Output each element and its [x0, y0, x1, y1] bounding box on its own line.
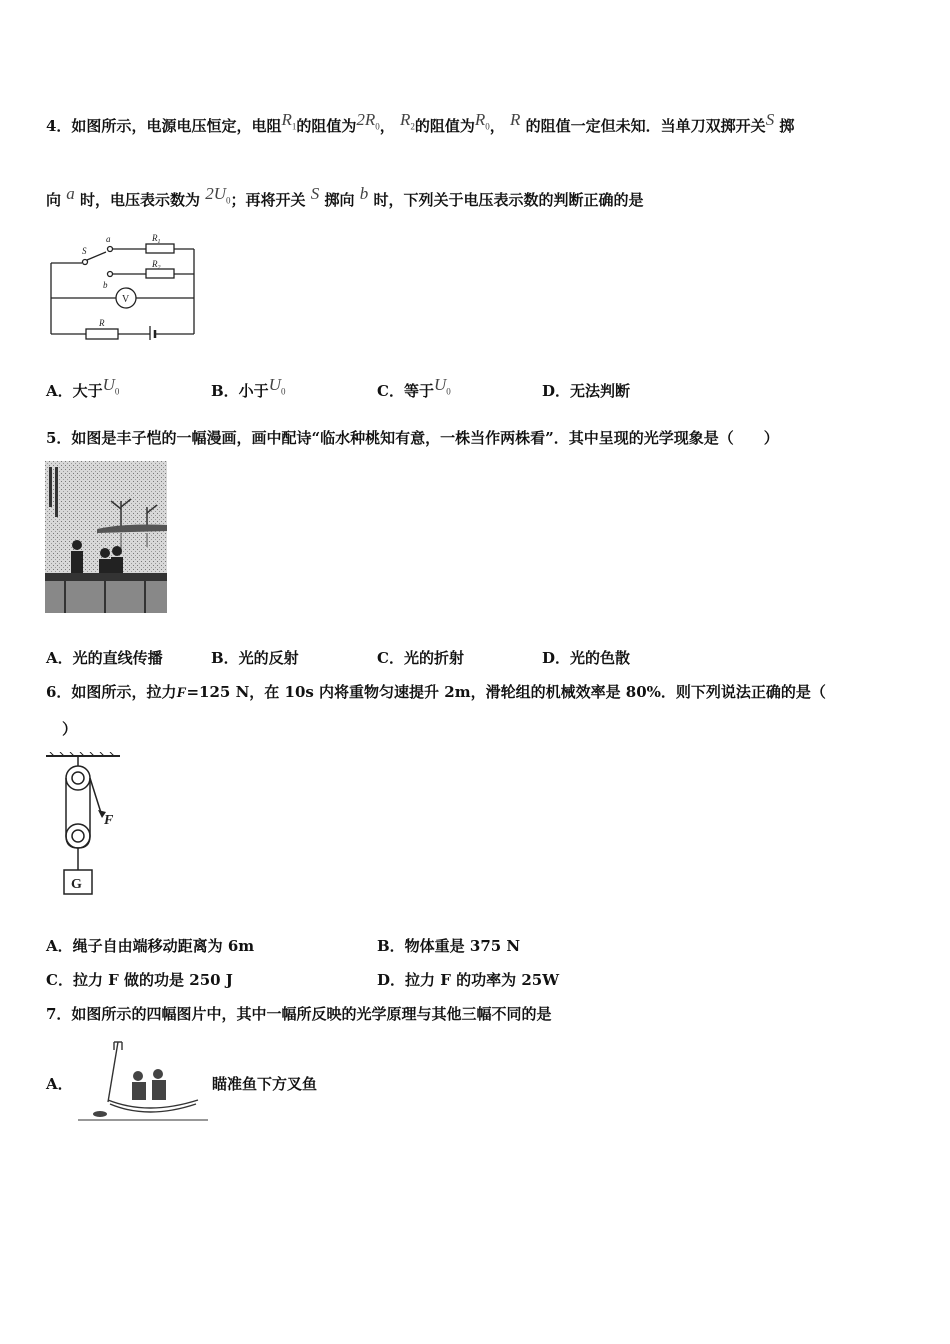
math-r: R	[510, 110, 521, 129]
q4-option-c[interactable]: C．等于$U_0$	[377, 375, 451, 400]
q4-option-b[interactable]: B．小于$U_0$	[211, 375, 286, 400]
q4-text: 4．如图所示，电源电压恒定，电阻	[46, 117, 282, 135]
q6-option-c[interactable]: C．拉力 F 做的功是 250 J	[46, 971, 233, 989]
label-b: b	[103, 280, 108, 290]
math-2r0: $2R_0$	[356, 110, 380, 132]
weight-label: G	[71, 877, 82, 892]
math-r1: $R_1$	[281, 110, 297, 132]
math-r0: $R_0$	[474, 110, 490, 132]
q6-option-b[interactable]: B．物体重是 375 N	[377, 937, 521, 955]
q7-option-a-label[interactable]: A．	[46, 1075, 73, 1093]
label-s: S	[82, 246, 87, 256]
q7-option-a-caption: 瞄准鱼下方叉鱼	[212, 1075, 318, 1093]
math-a: a	[66, 184, 75, 203]
cartoon-image	[45, 461, 167, 613]
fishing-image	[78, 1038, 212, 1124]
pulley-diagram	[44, 752, 124, 900]
q5-option-b[interactable]: B．光的反射	[211, 649, 299, 667]
voltmeter-v: V	[122, 294, 130, 305]
math-b: b	[359, 184, 369, 203]
q6-option-d[interactable]: D．拉力 F 的功率为 25W	[377, 971, 560, 989]
q6-line1: 6．如图所示，拉力F=125 N，在 10s 内将重物匀速提升 2m，滑轮组的机械效率是 80%．则下列说法正确的是（	[46, 683, 826, 701]
q4-line1: 4．如图所示，电源电压恒定，电阻$R_1$的阻值为$2R_0$， $R_2$的阻值为$R_0$， R 的阻值一定但未知．当单刀双掷开关S 掷	[46, 110, 795, 135]
math-r2: $R_2$	[400, 110, 415, 132]
q4-line2: 向 a 时，电压表示数为 $2U_0$；再将开关 S 掷向 b 时，下列关于电压表示数的判断正确的是	[46, 184, 644, 209]
q7-text: 7．如图所示的四幅图片中，其中一幅所反映的光学原理与其他三幅不同的是	[46, 1005, 552, 1023]
q6-line2: ）	[62, 720, 78, 738]
q5-option-d[interactable]: D．光的色散	[542, 649, 631, 667]
q4-option-a[interactable]: A．大于$U_0$	[46, 375, 120, 400]
q5-option-c[interactable]: C．光的折射	[377, 649, 464, 667]
q5-option-a[interactable]: A．光的直线传播	[46, 649, 163, 667]
q4-option-d[interactable]: D．无法判断	[542, 382, 631, 400]
math-2u0: $2U_0$	[205, 184, 231, 206]
force-label: F	[104, 813, 114, 828]
label-r2: $R_2$	[152, 259, 161, 271]
label-r: R	[99, 318, 105, 328]
q5-text: 5．如图是丰子恺的一幅漫画，画中配诗“临水种桃知有意，一株当作两株看”．其中呈现的光学现象是（ ）	[46, 429, 779, 447]
label-a: a	[106, 234, 111, 244]
circuit-diagram	[44, 230, 204, 340]
math-s2: S	[310, 184, 320, 203]
label-r1: $R_1$	[152, 233, 161, 245]
q6-option-a[interactable]: A．绳子自由端移动距离为 6m	[46, 937, 255, 955]
math-s: S	[765, 110, 775, 129]
